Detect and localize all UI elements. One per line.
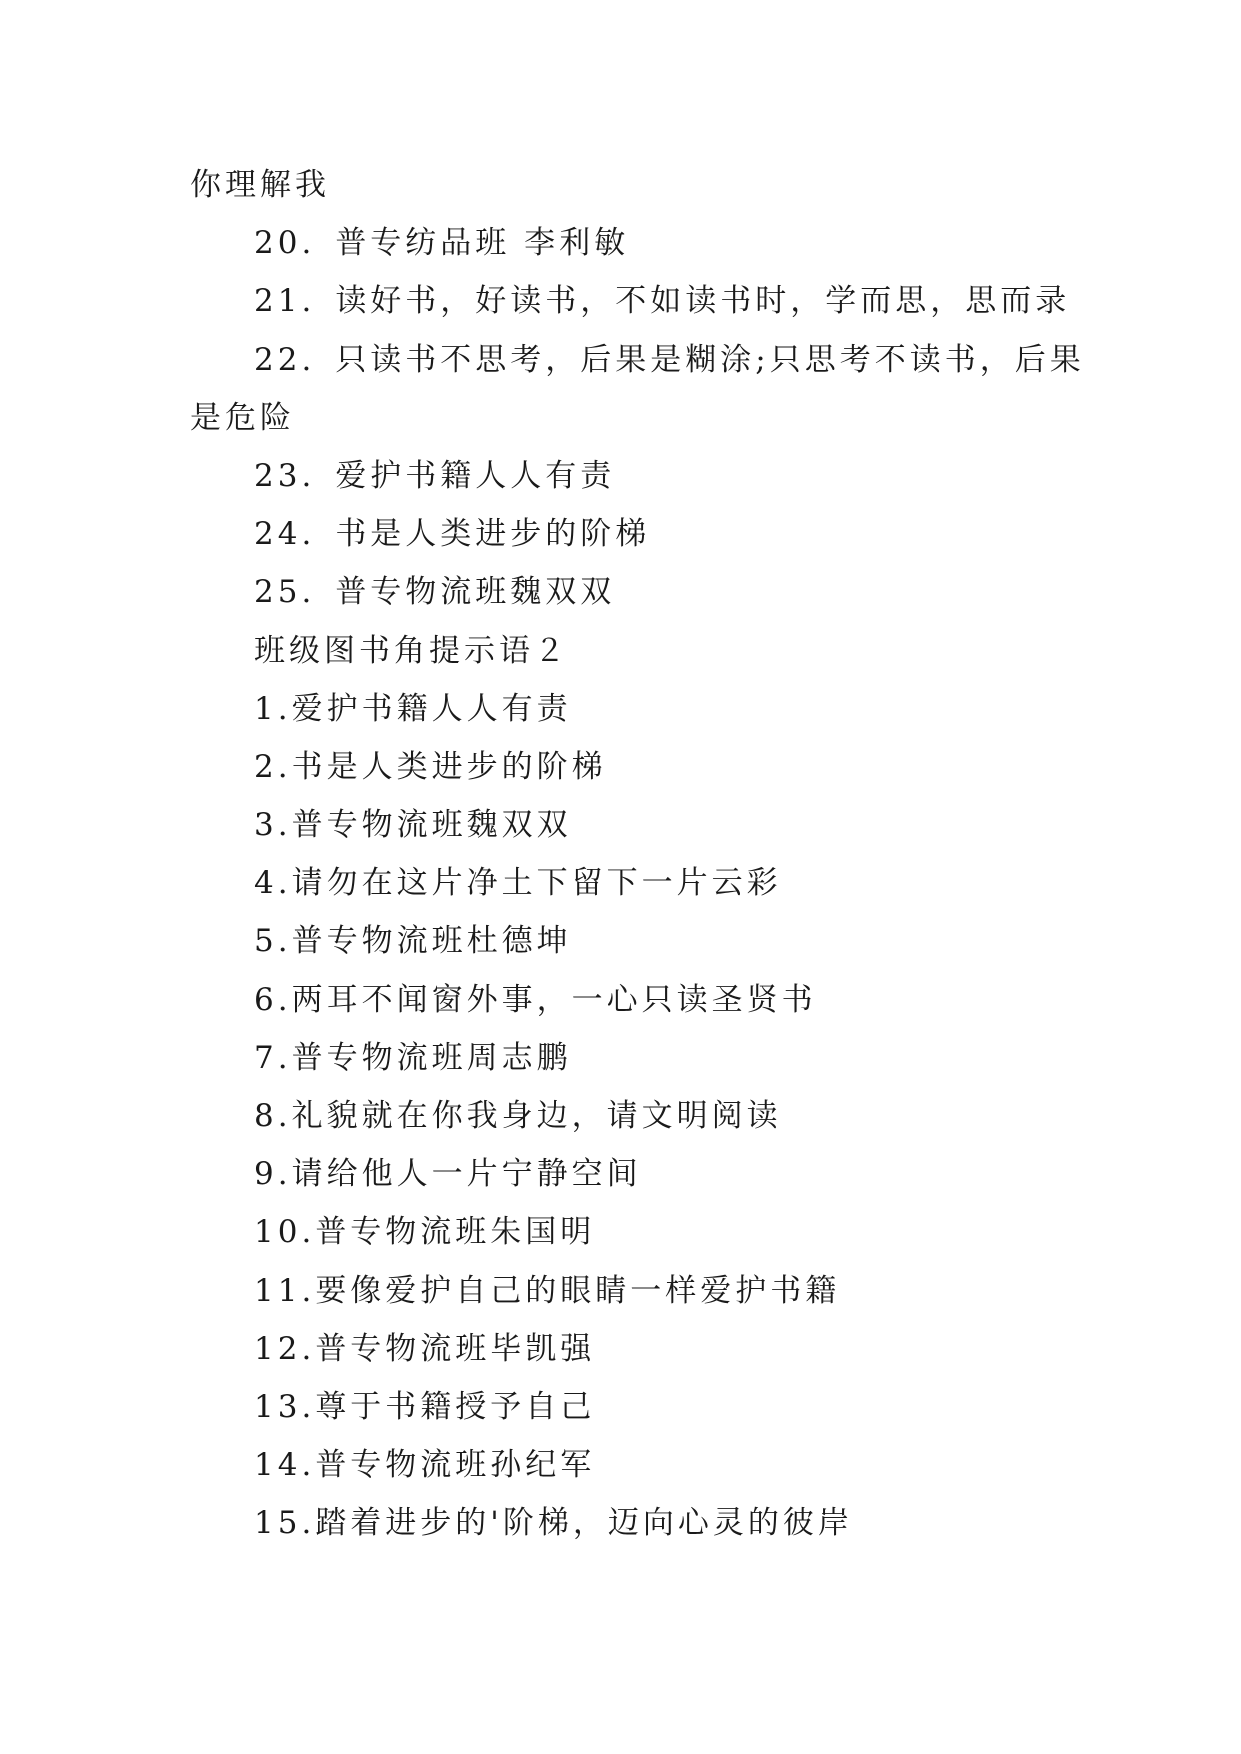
line-text: 礼貌就在你我身边，请文明阅读	[291, 1098, 782, 1134]
text-line	[190, 1436, 1070, 1494]
line-text: 普专物流班魏双双	[291, 807, 572, 844]
text-line	[190, 912, 1070, 970]
document-body	[190, 156, 1085, 1553]
line-number: 25.	[254, 574, 316, 611]
line-text: 请给他人一片宁静空间	[291, 1156, 642, 1193]
text-line	[190, 214, 1070, 272]
text-line	[190, 272, 1070, 330]
line-number: 4.	[254, 865, 292, 902]
line-number: 12.	[254, 1330, 316, 1367]
text-line	[190, 505, 1070, 563]
text-line	[190, 1378, 1070, 1436]
line-number: 15.	[254, 1505, 316, 1542]
line-text: 踏着进步的'阶梯，迈向心灵的彼岸	[315, 1505, 853, 1542]
text-line	[190, 971, 1070, 1029]
line-number: 7.	[254, 1039, 292, 1076]
line-number: 9.	[254, 1156, 292, 1193]
line-number: 13.	[254, 1388, 316, 1425]
line-text: 爱护书籍人人有责	[335, 457, 616, 494]
line-text: 读好书，好读书，不如读书时，学而思，思而录	[335, 283, 1071, 320]
line-text: 尊于书籍授予自己	[315, 1388, 596, 1425]
line-number: 14.	[254, 1447, 316, 1484]
line-text: 爱护书籍人人有责	[291, 690, 572, 727]
line-number: 24.	[254, 516, 316, 553]
line-number: 23.	[254, 457, 316, 494]
line-number: 11.	[254, 1272, 316, 1309]
text-line	[190, 622, 1070, 680]
line-text: 你理解我	[190, 167, 330, 203]
line-text: 普专物流班杜德坤	[291, 923, 572, 960]
line-text: 只读书不思考，后果是糊涂;只思考不读书，后果	[335, 341, 1085, 378]
line-number: 20.	[254, 225, 316, 262]
line-text: 书是人类进步的阶梯	[335, 516, 651, 553]
text-line	[190, 447, 1070, 505]
text-line	[190, 389, 1070, 447]
line-text: 要像爱护自己的眼睛一样爱护书籍	[315, 1272, 841, 1309]
line-text: 是危险	[190, 399, 295, 436]
line-number: 5.	[254, 923, 292, 960]
line-number: 22.	[254, 341, 316, 378]
line-text: 普专物流班孙纪军	[315, 1447, 596, 1484]
text-line	[190, 680, 1070, 738]
line-number: 3.	[254, 807, 292, 844]
text-line	[190, 331, 1085, 389]
text-line	[190, 1029, 1070, 1087]
line-number: 6.	[254, 981, 292, 1018]
line-number: 10.	[254, 1214, 316, 1251]
text-line	[190, 1494, 1070, 1552]
text-line	[190, 738, 1070, 796]
text-line	[190, 1203, 1070, 1261]
line-number: 21.	[254, 283, 316, 320]
line-text: 班级图书角提示语２	[254, 632, 569, 669]
line-number: 8.	[254, 1098, 292, 1134]
line-text: 普专物流班毕凯强	[315, 1330, 596, 1367]
text-line	[190, 1262, 1070, 1320]
text-line	[190, 1087, 1070, 1145]
line-text: 两耳不闻窗外事，一心只读圣贤书	[291, 981, 817, 1018]
line-number: 2.	[254, 748, 292, 785]
text-line	[190, 1320, 1070, 1378]
line-text: 书是人类进步的阶梯	[291, 748, 607, 785]
text-line	[190, 156, 1070, 214]
line-text: 请勿在这片净土下留下一片云彩	[291, 865, 782, 902]
line-text: 普专物流班朱国明	[315, 1214, 596, 1251]
line-text: 普专物流班魏双双	[335, 574, 616, 611]
text-line	[190, 796, 1070, 854]
line-text: 普专物流班周志鹏	[291, 1039, 572, 1076]
line-number: 1.	[254, 690, 292, 727]
text-line	[190, 854, 1070, 912]
text-line	[190, 1145, 1070, 1203]
line-text: 普专纺品班 李利敏	[335, 225, 630, 262]
text-line	[190, 563, 1070, 621]
